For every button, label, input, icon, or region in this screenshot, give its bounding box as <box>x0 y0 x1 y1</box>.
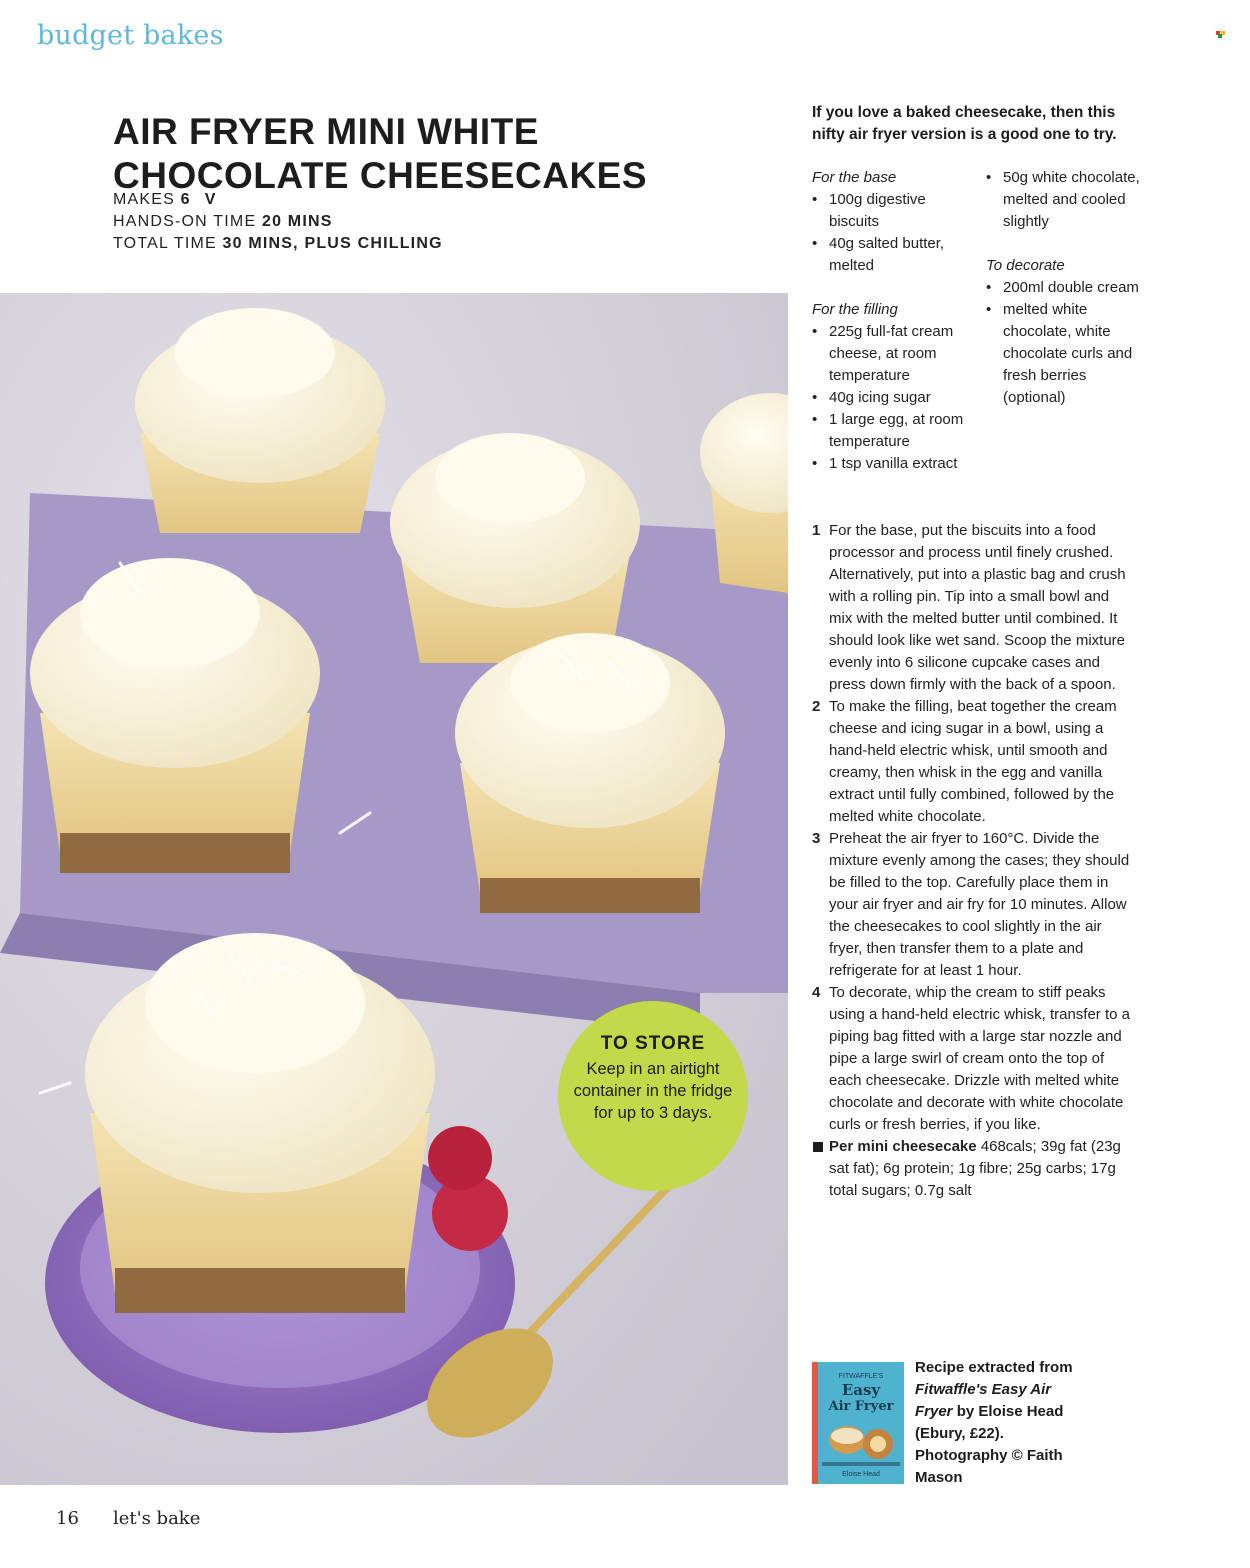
cheesecakes-photo <box>0 293 788 1485</box>
hands-on-time: HANDS-ON TIME 20 MINS <box>113 213 333 230</box>
book-title-line2: Air Fryer <box>828 1399 894 1414</box>
base-heading: For the base <box>812 169 897 186</box>
recipe-meta <box>113 189 443 255</box>
method-step: 4 To decorate, whip the cream to stiff peaks using a hand-held electric whisk, transfer to a piping bag fitted with a large star nozzle and pipe a large swirl of cream onto the top of each cheesecake. Drizzle with melted white chocolate and decorate with white chocolate curls or fresh berries, if you like. <box>812 984 1130 1133</box>
ingredient-item: • 40g salted butter, melted <box>812 233 977 277</box>
filling-list-continued <box>986 167 1146 233</box>
to-store-badge <box>558 1001 748 1191</box>
recipe-title: AIR FRYER MINI WHITE CHOCOLATE CHEESECAKES <box>113 110 648 196</box>
ingredients-column-left <box>812 167 977 475</box>
ingredient-item: • 50g white chocolate, melted and cooled slightly <box>986 167 1146 233</box>
book-title-line1: Easy <box>841 1381 881 1399</box>
step-number: 3 <box>812 830 821 847</box>
logo-mark <box>1216 31 1225 37</box>
decorate-list <box>986 277 1146 409</box>
book-credit: Recipe extracted from Fitwaffle's Easy Air Fryer by Eloise Head (Ebury, £22). Photography © Faith Mason <box>915 1359 1073 1486</box>
book-cover <box>812 1362 904 1484</box>
ingredient-item: • 100g digestive biscuits <box>812 189 977 233</box>
method-step: 3 Preheat the air fryer to 160°C. Divide the mixture evenly among the cases; they should be filled to the top. Carefully place them in your air fryer and air fry for 10 minutes. Allow the cheesecakes to cool slightly in the air fryer, then transfer them to a plate and refrigerate for at least 1 hour. <box>812 830 1130 979</box>
step-number: 1 <box>812 522 821 539</box>
total-time: TOTAL TIME 30 MINS, PLUS CHILLING <box>113 235 443 252</box>
magazine-name: let's bake <box>113 1508 201 1529</box>
ingredient-item: • 225g full-fat cream cheese, at room temperature <box>812 321 977 387</box>
store-text: Keep in an airtight container in the fridge for up to 3 days. <box>573 1060 733 1122</box>
ingredient-item: • 40g icing sugar <box>812 387 977 409</box>
ingredient-item: • melted white chocolate, white chocolate curls and fresh berries (optional) <box>986 299 1146 409</box>
filling-list <box>812 321 977 475</box>
base-list <box>812 189 977 277</box>
store-title: TO STORE <box>600 1033 706 1054</box>
page-number: 16 <box>56 1508 79 1529</box>
book-series: FITWAFFLE'S <box>838 1373 884 1380</box>
method-step: 2 To make the filling, beat together the cream cheese and icing sugar in a bowl, using a hand-held electric whisk, until smooth and creamy, then whisk in the egg and vanilla extract until fully combined, followed by the melted white chocolate. <box>812 698 1117 825</box>
method-step: 1 For the base, put the biscuits into a food processor and process until finely crushed. Alternatively, put into a plastic bag and crush with a rolling pin. Tip into a small bowl and mix with the melted butter until combined. It should look like wet sand. Scoop the mixture evenly into 6 silicone cupcake cases and press down firmly with the back of a spoon. <box>812 522 1126 693</box>
makes-line: MAKES 6 V <box>113 191 217 208</box>
section-header: budget bakes <box>37 20 224 51</box>
decorate-heading: To decorate <box>986 257 1065 274</box>
nutrition-info: Per mini cheesecake 468cals; 39g fat (23g sat fat); 6g protein; 1g fibre; 25g carbs; 17g total sugars; 0.7g salt <box>812 1136 1132 1202</box>
ingredient-item: • 1 tsp vanilla extract <box>812 453 977 475</box>
step-number: 2 <box>812 698 821 715</box>
vegetarian-badge: V <box>204 191 217 208</box>
book-author: Eloise Head <box>842 1471 880 1478</box>
ingredient-item: • 1 large egg, at room temperature <box>812 409 977 453</box>
filling-heading: For the filling <box>812 301 898 318</box>
step-number: 4 <box>812 984 821 1001</box>
method-steps <box>812 520 1132 1202</box>
ingredient-item: • 200ml double cream <box>986 277 1146 299</box>
square-bullet-icon <box>813 1142 823 1152</box>
recipe-intro: If you love a baked cheesecake, then this nifty air fryer version is a good one to try. <box>812 104 1117 143</box>
ingredients-column-right <box>986 167 1146 409</box>
